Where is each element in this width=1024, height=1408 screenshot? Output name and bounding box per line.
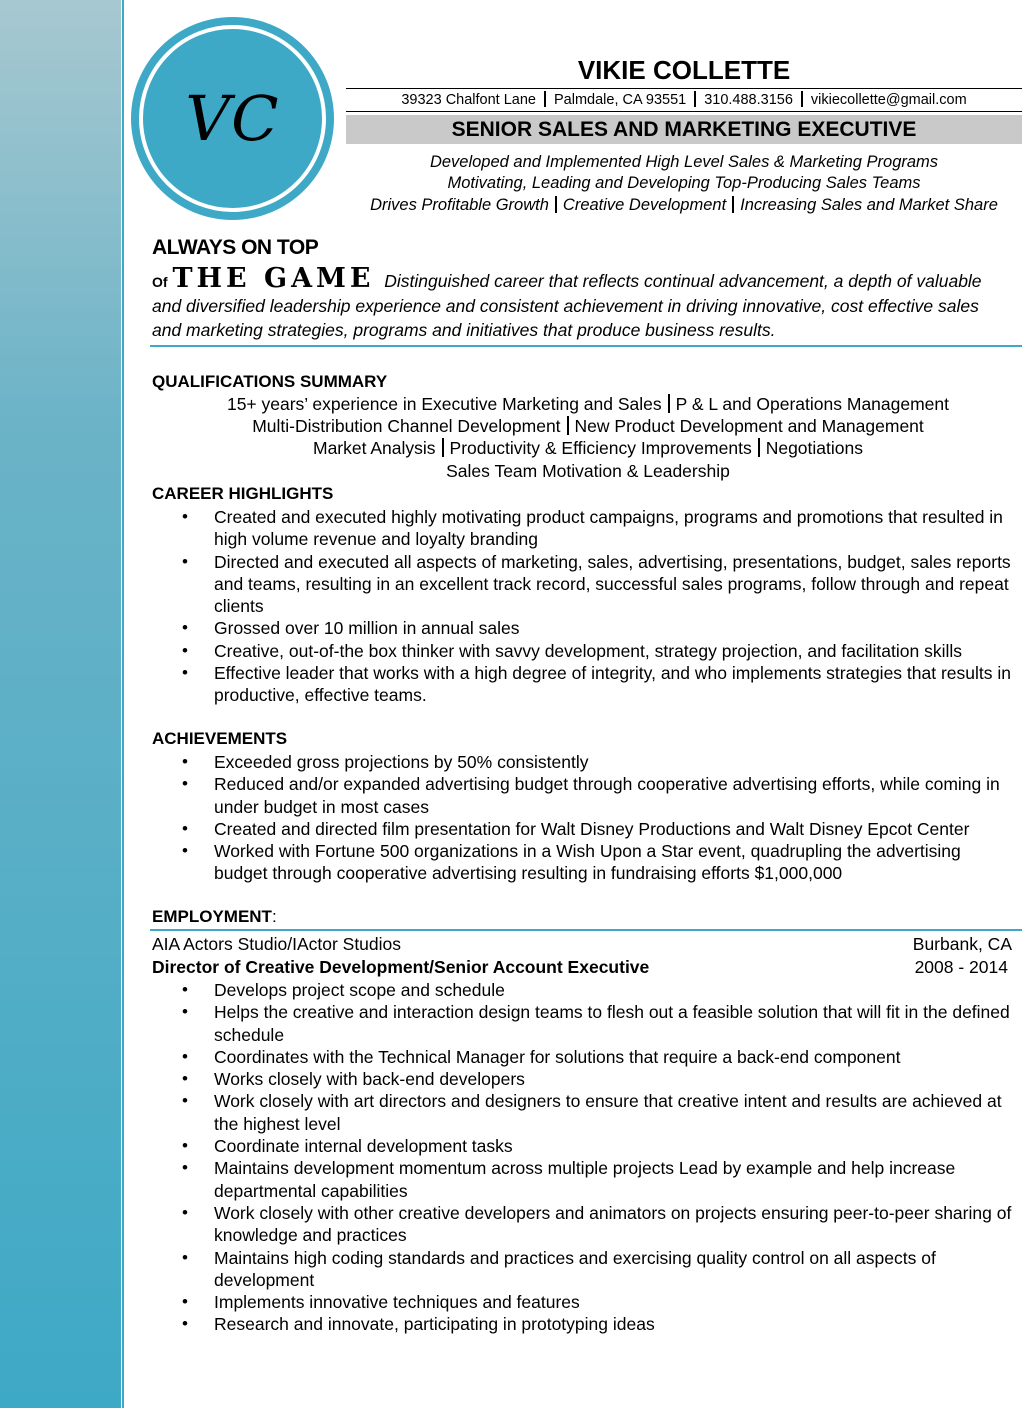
intro-text: Distinguished career that reflects continual advancement, a depth of valuable and diversified leadership experience and consistent achievement in driving innovative, cost effective sales and marketing strategies, programs and initiatives that produce business results. bbox=[152, 271, 982, 340]
qualification-item: New Product Development and Management bbox=[574, 416, 924, 436]
employment-duties-list bbox=[152, 979, 1018, 1336]
tagline-3-part-1: Drives Profitable Growth bbox=[370, 196, 549, 214]
career-heading: CAREER HIGHLIGHTS bbox=[152, 484, 334, 503]
employment-location: Burbank, CA bbox=[912, 934, 1012, 954]
qualification-item: Negotiations bbox=[765, 438, 863, 458]
contact-separator bbox=[694, 91, 696, 107]
sidebar-band bbox=[0, 0, 121, 1408]
employment-company-row bbox=[152, 934, 1012, 955]
tagline-3-part-3: Increasing Sales and Market Share bbox=[740, 196, 998, 214]
list-item: • Coordinate internal development tasks bbox=[152, 1135, 1018, 1157]
monogram-badge bbox=[131, 17, 334, 220]
tagline-2: Motivating, Leading and Developing Top-Producing Sales Teams bbox=[447, 174, 921, 192]
tagline-1: Developed and Implemented High Level Sales & Marketing Programs bbox=[429, 153, 939, 171]
intro-of: Of bbox=[152, 274, 168, 290]
intro-game: THE GAME bbox=[172, 263, 375, 294]
employment-heading-colon: : bbox=[271, 907, 277, 926]
list-item: • Develops project scope and schedule bbox=[152, 979, 1018, 1001]
achievements-heading: ACHIEVEMENTS bbox=[152, 729, 288, 748]
intro-divider bbox=[150, 345, 1022, 347]
intro-paragraph bbox=[152, 263, 1012, 342]
list-item: • Created and directed film presentation for Walt Disney Productions and Walt Disney Epcot Center bbox=[152, 818, 1018, 840]
intro-heading: ALWAYS ON TOP bbox=[152, 236, 319, 259]
list-item: • Creative, out-of-the box thinker with savvy development, strategy projection, and facilitation skills bbox=[152, 640, 1018, 662]
list-item: • Effective leader that works with a high degree of integrity, and who implements strategies that results in productive, effective teams. bbox=[152, 662, 1018, 707]
employment-dates: 2008 - 2014 bbox=[914, 957, 1008, 977]
qualification-item: P & L and Operations Management bbox=[675, 394, 950, 414]
list-item: • Works closely with back-end developers bbox=[152, 1068, 1018, 1090]
list-item: • Coordinates with the Technical Manager for solutions that require a back-end component bbox=[152, 1046, 1018, 1068]
list-item: • Grossed over 10 million in annual sales bbox=[152, 617, 1018, 639]
employment-role: Director of Creative Development/Senior Account Executive bbox=[152, 957, 650, 977]
headline-banner: SENIOR SALES AND MARKETING EXECUTIVE bbox=[346, 115, 1022, 144]
qualifications-row-1 bbox=[150, 394, 1024, 415]
monogram-ring bbox=[139, 25, 326, 212]
candidate-name: VIKIE COLLETTE bbox=[577, 55, 791, 85]
qualification-separator bbox=[758, 438, 760, 457]
contact-email[interactable]: vikiecollette@gmail.com bbox=[810, 92, 967, 108]
list-item: • Exceeded gross projections by 50% consistently bbox=[152, 751, 1018, 773]
qualification-item: 15+ years’ experience in Executive Marketing and Sales bbox=[226, 394, 662, 414]
qualifications-row-3 bbox=[150, 438, 1024, 459]
employment-heading bbox=[152, 907, 277, 927]
qualification-item: Productivity & Efficiency Improvements bbox=[449, 438, 752, 458]
list-item: • Directed and executed all aspects of marketing, sales, advertising, presentations, budget, sales reports and teams, resulting in an excellent track record, successful sales programs, follow through and repeat clients bbox=[152, 551, 1018, 618]
achievements-list bbox=[152, 751, 1018, 885]
qualification-item: Multi-Distribution Channel Development bbox=[252, 416, 561, 436]
employment-heading-text: EMPLOYMENT bbox=[152, 907, 272, 926]
tagline-separator bbox=[555, 196, 557, 213]
qualification-item: Market Analysis bbox=[313, 438, 436, 458]
qualifications-row-2 bbox=[150, 416, 1024, 437]
qualifications-heading: QUALIFICATIONS SUMMARY bbox=[152, 372, 388, 391]
career-list bbox=[152, 506, 1018, 707]
tagline-3-part-2: Creative Development bbox=[562, 196, 727, 214]
contact-phone: 310.488.3156 bbox=[704, 92, 793, 108]
sidebar-divider bbox=[122, 0, 124, 1408]
list-item: • Reduced and/or expanded advertising budget through cooperative advertising efforts, while coming in under budget in most cases bbox=[152, 773, 1018, 818]
contact-city: Palmdale, CA 93551 bbox=[554, 92, 687, 108]
tagline-3 bbox=[346, 196, 1022, 215]
qualifications-row-4: Sales Team Motivation & Leadership bbox=[446, 461, 730, 481]
list-item: • Maintains high coding standards and practices and exercising quality control on all aspects of development bbox=[152, 1247, 1018, 1292]
contact-address: 39323 Chalfont Lane bbox=[401, 92, 536, 108]
qualification-separator bbox=[442, 438, 444, 457]
contact-line bbox=[346, 88, 1022, 112]
qualification-separator bbox=[567, 416, 569, 435]
list-item: • Created and executed highly motivating product campaigns, programs and promotions that resulted in high volume revenue and loyalty branding bbox=[152, 506, 1018, 551]
qualification-separator bbox=[668, 394, 670, 413]
tagline-separator bbox=[732, 196, 734, 213]
list-item: • Research and innovate, participating in prototyping ideas bbox=[152, 1313, 1018, 1335]
contact-separator bbox=[544, 91, 546, 107]
list-item: • Work closely with other creative developers and animators on projects ensuring peer-to-peer sharing of knowledge and practices bbox=[152, 1202, 1018, 1247]
contact-separator bbox=[801, 91, 803, 107]
employment-divider bbox=[150, 929, 1022, 931]
monogram-text: VC bbox=[185, 82, 280, 155]
employment-company: AIA Actors Studio/IActor Studios bbox=[152, 934, 402, 954]
list-item: • Implements innovative techniques and features bbox=[152, 1291, 1018, 1313]
list-item: • Worked with Fortune 500 organizations in a Wish Upon a Star event, quadrupling the advertising budget through cooperative advertising resulting in fundraising efforts $1,000,000 bbox=[152, 840, 1018, 885]
list-item: • Maintains development momentum across multiple projects Lead by example and help increase departmental capabilities bbox=[152, 1157, 1018, 1202]
list-item: • Helps the creative and interaction design teams to flesh out a feasible solution that will fit in the defined schedule bbox=[152, 1001, 1018, 1046]
employment-role-row bbox=[152, 957, 1012, 978]
list-item: • Work closely with art directors and designers to ensure that creative intent and results are achieved at the highest level bbox=[152, 1090, 1018, 1135]
